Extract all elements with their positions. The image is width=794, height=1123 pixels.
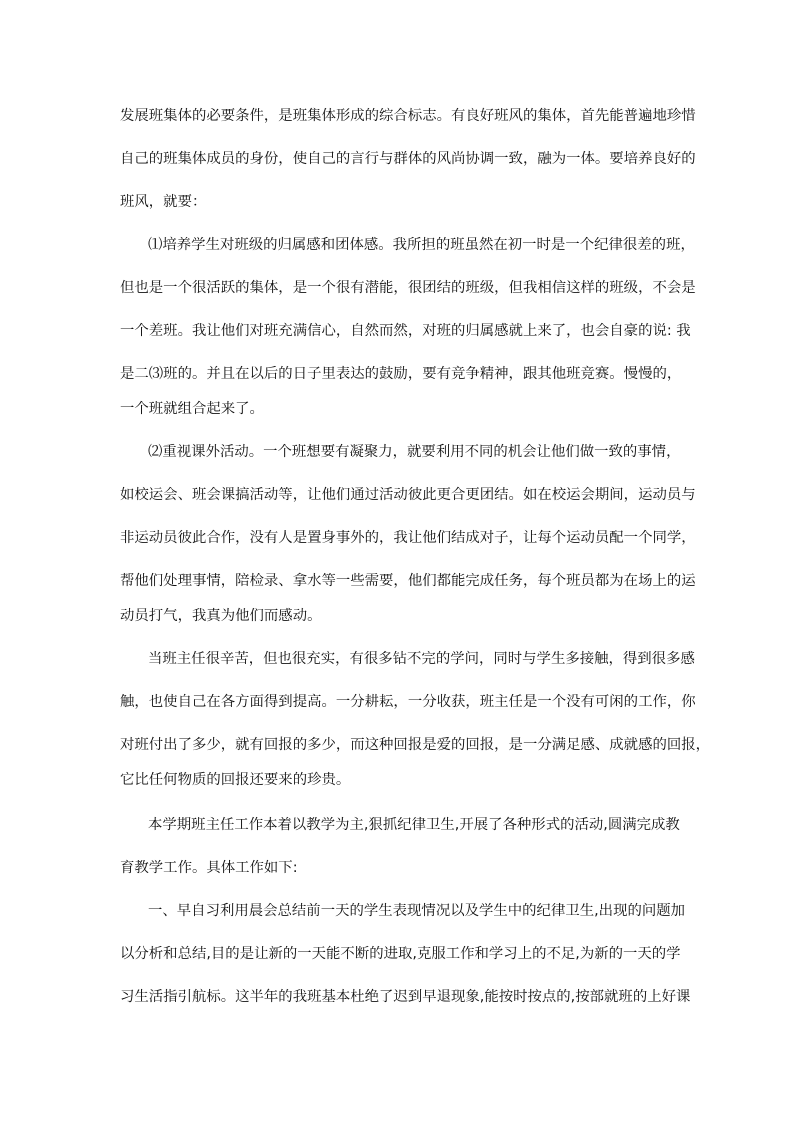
text-line: 自己的班集体成员的身份，使自己的言行与群体的风尚协调一致，融为一体。要培养良好的 [120,151,696,167]
text-line: 它比任何物质的回报还要来的珍贵。 [120,772,351,788]
text-line: 班风，就要： [120,194,207,210]
paragraph-first-line: 一、早自习利用晨会总结前一天的学生表现情况以及学生中的纪律卫生,出现的问题加 [148,903,686,919]
text-line: 如校运会、班会课搞活动等，让他们通过活动彼此更合更团结。如在校运会期间，运动员与 [120,487,696,503]
text-line: 动员打气，我真为他们而感动。 [120,608,322,624]
text-line: 但也是一个很活跃的集体，是一个很有潜能，很团结的班级，但我相信这样的班级，不会是 [120,280,696,296]
text-line: 对班付出了多少，就有回报的多少，而这种回报是爱的回报，是一分满足感、成就感的回报， [120,737,711,753]
text-line: 是二⑶班的。并且在以后的日子里表达的鼓励，要有竞争精神，跟其他班竞赛。慢慢的， [120,366,682,382]
text-line: 习生活指引航标。这半年的我班基本杜绝了迟到早退现象,能按时按点的,按部就班的上好课 [120,989,691,1005]
text-line: 一个差班。我让他们对班充满信心，自然而然，对班的归属感就上来了，也会自豪的说: 我 [120,323,691,339]
text-line: 触，也使自己在各方面得到提高。一分耕耘，一分收获，班主任是一个没有可闲的工作，你 [120,694,696,710]
text-line: 发展班集体的必要条件，是班集体形成的综合标志。有良好班风的集体，首先能普遍地珍惜 [120,108,696,124]
text-line: 以分析和总结,目的是让新的一天能不断的进取,克服工作和学习上的不足,为新的一天的学 [120,946,681,962]
text-line: 育教学工作。具体工作如下: [120,860,298,876]
paragraph-first-line: ⑵重视课外活动。一个班想要有凝聚力，就要利用不同的机会让他们做一致的事情， [148,444,681,460]
text-line: 帮他们处理事情，陪检录、拿水等一些需要，他们都能完成任务，每个班员都为在场上的运 [120,573,696,589]
text-line: 非运动员彼此合作，没有人是置身事外的，我让他们结成对子，让每个运动员配一个同学， [120,530,696,546]
paragraph-first-line: 当班主任很辛苦，但也很充实，有很多钻不完的学问，同时与学生多接触，得到很多感 [148,651,695,667]
paragraph-first-line: ⑴培养学生对班级的归属感和团体感。我所担的班虽然在初一时是一个纪律很差的班， [148,237,695,253]
text-line: 一个班就组合起来了。 [120,401,264,417]
paragraph-first-line: 本学期班主任工作本着以教学为主,狠抓纪律卫生,开展了各种形式的活动,圆满完成教 [148,817,680,833]
